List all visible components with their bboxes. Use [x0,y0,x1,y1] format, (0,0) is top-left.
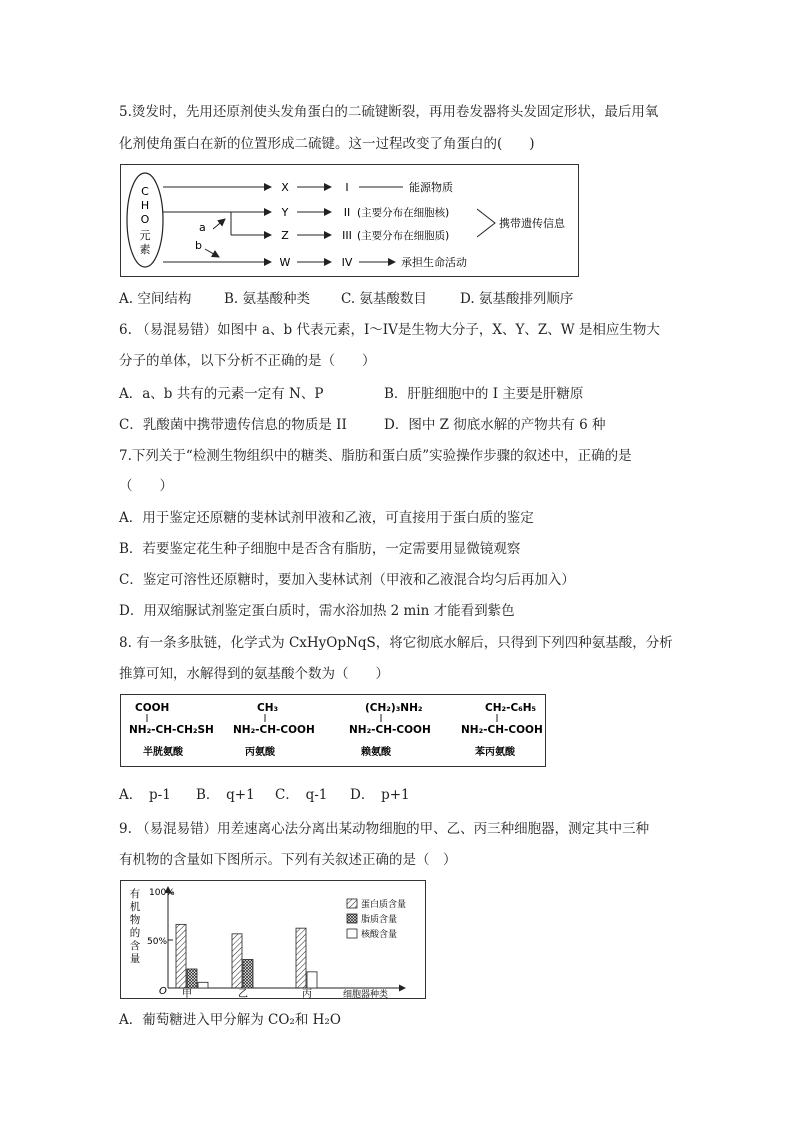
q9-option-a[interactable]: A．葡萄糖进入甲分解为 CO₂和 H₂O [119,1012,341,1028]
monomer-x: X [281,181,289,194]
x-category-label: 甲 [182,989,192,998]
macro-iii: III [342,229,352,242]
q7-stem-line2: （ ） [119,478,173,494]
element-b-label: b [195,239,202,252]
x-category-label: 乙 [238,989,248,998]
monomer-w: W [279,256,291,269]
monomer-y: Y [281,206,289,219]
acid1-top: COOH [135,702,170,714]
q5-option-c[interactable]: C. 氨基酸数目 [341,291,427,307]
acid4-top: CH₂-C₆H₅ [485,702,537,714]
q9-stem-line1: 9. （易混易错）用差速离心法分离出某动物细胞的甲、乙、丙三种细胞器，测定其中三种 [119,821,650,837]
ylabel-char: 量 [129,953,141,965]
ylabel-char: 机 [129,901,141,913]
bar-1-0 [232,934,242,988]
q5-option-d[interactable]: D. 氨基酸排列顺序 [460,291,574,307]
q6-option-c[interactable]: C．乳酸菌中携带遗传信息的物质是 II [119,417,347,433]
bar-0-2 [198,982,208,988]
q8-option-b[interactable]: B． q+1 [196,787,255,803]
amino-acid-figure [120,694,546,767]
bar-0-0 [176,924,186,988]
element-h: H [140,199,150,212]
q8-option-d[interactable]: D． p+1 [350,787,410,803]
q5-diagram [120,164,579,277]
label-cytoplasm: (主要分布在细胞质) [357,230,450,242]
x-category-label: 丙 [302,989,312,998]
yuan-char: 元 [139,229,151,242]
q7-option-b[interactable]: B．若要鉴定花生种子细胞中是否含有脂肪，一定需要用显微镜观察 [119,541,521,557]
legend-swatch [347,899,357,908]
ylabel-char: 有 [129,888,141,900]
q5-stem-line1: 5.烫发时，先用还原剂使头发角蛋白的二硫键断裂，再用卷发器将头发固定形状，最后用氧 [119,104,659,120]
legend-swatch [347,914,357,923]
acid1-main: NH₂-CH-CH₂SH [129,724,214,736]
origin-label: O [159,986,167,997]
q6-stem-line1: 6. （易混易错）如图中 a、b 代表元素，I～IV是生物大分子，X、Y、Z、W 是相应生物大 [119,322,660,338]
bar-1-1 [243,960,253,989]
legend-label: 脂质含量 [361,915,398,925]
y-axis-label [130,887,141,965]
q7-option-d[interactable]: D．用双缩脲试剂鉴定蛋白质时，需水浴加热 2 min 才能看到紫色 [119,603,515,619]
acid2-top: CH₃ [257,702,279,714]
q6-option-d[interactable]: D．图中 Z 彻底水解的产物共有 6 种 [384,417,606,433]
macro-iv: IV [341,256,353,269]
arrow-a [213,219,225,229]
bar-2-0 [296,928,306,988]
brace [477,209,495,237]
macro-ii: II [343,206,351,219]
q9-stem-line2: 有机物的含量如下图所示。下列有关叙述正确的是（ ） [119,852,457,868]
element-c: C [141,185,149,198]
legend-label: 核酸含量 [361,930,398,940]
ylabel-char: 物 [129,914,141,926]
ytick-100: 100% [149,888,175,898]
acid4-name: 苯丙氨酸 [475,747,515,758]
legend-swatch [347,929,357,938]
legend-label: 蛋白质含量 [361,900,407,910]
label-energy: 能源物质 [409,181,453,194]
q6-option-b[interactable]: B．肝脏细胞中的 I 主要是肝糖原 [384,386,584,402]
q5-stem-line2: 化剂使角蛋白在新的位置形成二硫键。这一过程改变了角蛋白的( ) [119,136,535,152]
chart-legend [347,898,406,940]
q7-option-c[interactable]: C．鉴定可溶性还原糖时，要加入斐林试剂（甲液和乙液混合均匀后再加入） [119,572,575,588]
ylabel-char: 含 [129,940,141,952]
macro-i: I [345,181,349,194]
ytick-50: 50% [147,937,168,947]
acid1-name: 半胱氨酸 [143,747,183,758]
arrow-b [205,249,219,257]
acid3-name: 赖氨酸 [361,747,391,758]
acid3-main: NH₂-CH-COOH [349,724,431,736]
x-axis-label: 细胞器种类 [343,990,389,998]
label-genetic-info: 携带遗传信息 [499,217,565,230]
q8-stem-line1: 8. 有一条多肽链，化学式为 CxHyOpNqS，将它彻底水解后，只得到下列四种氨基酸，分析 [119,635,673,651]
q8-option-a[interactable]: A． p-1 [119,787,171,803]
monomer-z: Z [281,229,289,242]
bar-2-2 [307,972,317,988]
acid2-main: NH₂-CH-COOH [233,724,315,736]
q8-stem-line2: 推算可知，水解得到的氨基酸个数为（ ） [119,666,389,682]
element-a-label: a [199,221,206,234]
q7-stem-line1: 7.下列关于“检测生物组织中的糖类、脂肪和蛋白质”实验操作步骤的叙述中，正确的是 [119,448,632,464]
acid3-top: (CH₂)₃NH₂ [365,702,423,714]
organelle-chart [120,880,426,999]
ylabel-char: 的 [129,927,141,939]
label-nucleus: (主要分布在细胞核) [357,207,450,219]
label-life-activity: 承担生命活动 [401,256,467,269]
q6-option-a[interactable]: A．a、b 共有的元素一定有 N、P [119,386,324,402]
acid2-name: 丙氨酸 [245,747,275,758]
q6-stem-line2: 分子的单体，以下分析不正确的是（ ） [119,353,376,369]
acid4-main: NH₂-CH-COOH [461,724,543,736]
q7-option-a[interactable]: A．用于鉴定还原糖的斐林试剂甲液和乙液，可直接用于蛋白质的鉴定 [119,510,534,526]
q5-option-b[interactable]: B. 氨基酸种类 [224,291,311,307]
q8-option-c[interactable]: C． q-1 [275,787,328,803]
bar-0-1 [187,969,197,988]
su-char: 素 [139,243,151,256]
element-o: O [140,213,150,226]
q5-option-a[interactable]: A. 空间结构 [119,291,192,307]
